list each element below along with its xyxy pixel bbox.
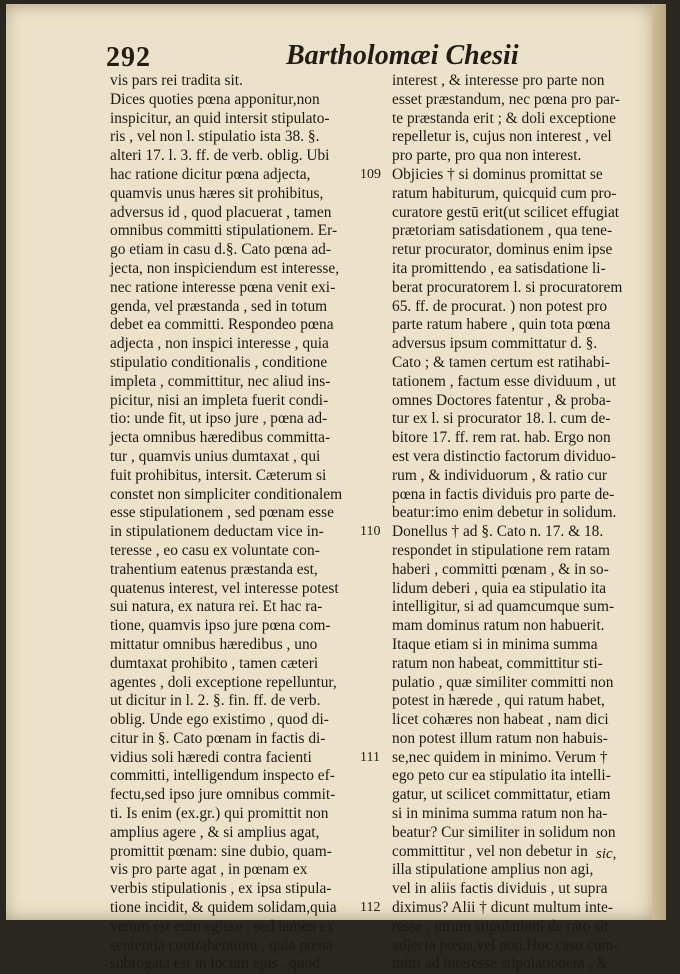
- text-line: esset præstandum, nec pœna pro par-: [392, 90, 620, 108]
- text-line: licet cohæres non habeat , nam dici: [392, 711, 609, 729]
- text-line: adjecta , non inspici interesse , quia: [110, 335, 329, 353]
- text-line: se,nec quidem in minimo. Verum †: [392, 748, 608, 766]
- text-line: beatur:imo enim debetur in solidum.: [392, 504, 617, 522]
- text-line: diximus? Alii † dicunt multum inte-: [392, 899, 614, 917]
- right-column: [392, 72, 636, 974]
- text-line: Dices quoties pœna apponitur,non: [110, 90, 320, 108]
- text-line: vidius soli hæredi contra facienti: [110, 748, 312, 766]
- text-line: go etiam in casu d.§. Cato pœna ad-: [110, 241, 331, 259]
- text-line: resse , utrum stipulationi de rato sit: [392, 917, 609, 935]
- text-line: quamvis unus hæres sit prohibitus,: [110, 184, 324, 202]
- text-line: adversus ipsum committatur d. §.: [392, 335, 598, 353]
- text-line: intelligitur, si ad quamcumque sum-: [392, 598, 615, 616]
- text-line: 65. ff. de procurat. ) non potest pro: [392, 297, 608, 315]
- text-line: ti. Is enim (ex.gr.) qui promittit non: [110, 805, 329, 823]
- text-line: haberi , committi pœnam , & in so-: [392, 560, 609, 578]
- text-line: sui natura, ex natura rei. Et hac ra-: [110, 598, 323, 616]
- text-line: tur ex l. si procurator 18. l. cum de-: [392, 410, 611, 428]
- margin-number: 109: [360, 167, 381, 182]
- text-line: verum est eum egisse ; sed tamen ex: [110, 917, 335, 935]
- text-line: illa stipulatione amplius non agi,: [392, 861, 594, 879]
- text-line: jecta omnibus hæredibus committa-: [110, 429, 331, 447]
- text-line: tationem , factum esse dividuum , ut: [392, 372, 616, 390]
- text-line: prætoriam satisdationem , qua tene-: [392, 222, 613, 240]
- text-line: beatur? Cur similiter in solidum non: [392, 823, 616, 841]
- text-line: committitur , vel non debetur in: [392, 842, 588, 860]
- text-line: vel in aliis factis dividuis , ut supra: [392, 880, 608, 898]
- text-line: berat procuratorem l. si procuratorem: [392, 278, 623, 296]
- text-line: pœna in factis dividuis pro parte de-: [392, 485, 615, 503]
- text-line: mittatur omnibus hæredibus , uno: [110, 635, 318, 653]
- catchword: sic,: [596, 846, 617, 862]
- text-line: fectu,sed ipso jure omnibus commit-: [110, 786, 336, 804]
- text-line: tione incidit, & quidem solidam,quia: [110, 899, 337, 917]
- text-line: trahentium eatenus præstanda est,: [110, 560, 318, 578]
- running-title: Bartholomæi Chesii: [286, 40, 519, 71]
- text-line: impleta , committitur, nec aliud ins-: [110, 372, 331, 390]
- text-line: est vera distinctio factorum dividuo-: [392, 447, 616, 465]
- text-line: non potest illum ratum non habuis-: [392, 729, 608, 747]
- text-line: promittit pœnam: sine dubio, quam-: [110, 842, 332, 860]
- text-line: verbis stipulationis , ex ipsa stipula-: [110, 880, 332, 898]
- text-line: Cato ; & tamen certum est ratihabi-: [392, 353, 610, 371]
- text-line: debet ea committi. Respondeo pœna: [110, 316, 334, 334]
- text-line: quatenus interest, vel interesse potest: [110, 579, 339, 597]
- text-line: omnes Doctores fatentur , & proba-: [392, 391, 611, 409]
- text-line: constet non simpliciter conditionalem: [110, 485, 343, 503]
- text-line: omnibus committi stipulationem. Er-: [110, 222, 338, 240]
- margin-number: 112: [360, 900, 381, 916]
- text-line: stipulatio conditionalis , conditione: [110, 353, 328, 371]
- text-line: mam dominus ratum non habuerit.: [392, 617, 605, 635]
- text-line: potest in hærede , qui ratum habet,: [392, 692, 605, 710]
- text-line: interest , & interesse pro parte non: [392, 72, 605, 89]
- left-column: [110, 72, 358, 974]
- text-line: si in minima summa ratum non ha-: [392, 805, 608, 823]
- text-line: in stipulationem deductam vice in-: [110, 523, 324, 541]
- text-line: agentes , doli exceptione repelluntur,: [110, 673, 337, 691]
- text-line: fuit prohibitus, intersit. Cæterum si: [110, 466, 327, 484]
- text-line: subrogata est in locum ejus , quod: [110, 955, 320, 973]
- text-line: alteri 17. l. 3. ff. de verb. oblig. Ubi: [110, 147, 330, 165]
- text-line: ut dicitur in l. 2. §. fin. ff. de verb.: [110, 692, 321, 710]
- text-line: rum , & individuorum , & ratio cur: [392, 466, 608, 484]
- text-line: dumtaxat prohibito , tamen cæteri: [110, 654, 319, 672]
- text-line: amplius agere , & si amplius agat,: [110, 823, 320, 841]
- text-line: ris , vel non l. stipulatio ista 38. §.: [110, 128, 320, 146]
- text-line: parte ratum habere , quin tota pœna: [392, 316, 611, 334]
- text-line: teresse , eo casu ex voluntate con-: [110, 541, 320, 559]
- text-line: Objicies † si dominus promittat se: [392, 165, 603, 183]
- text-line: gatur, ut scilicet committatur, etiam: [392, 786, 611, 804]
- text-line: vis pars rei tradita sit.: [110, 72, 243, 89]
- text-line: ego peto cur ea stipulatio ita intelli-: [392, 767, 611, 785]
- book-page: [6, 4, 666, 973]
- text-line: pulatio , quæ similiter committi non: [392, 673, 614, 691]
- text-line: vis pro parte agat , in pœnam ex: [110, 861, 308, 879]
- margin-number: 110: [360, 524, 381, 540]
- text-line: ratum habiturum, quicquid cum pro-: [392, 184, 617, 202]
- text-line: curatore gestū erit(ut scilicet effugiat: [392, 203, 620, 221]
- text-line: adversus id , quod placuerat , tamen: [110, 203, 332, 221]
- text-line: Donellus † ad §. Cato n. 17. & 18.: [392, 523, 604, 541]
- page-number: 292: [106, 42, 151, 73]
- text-line: bitore 17. ff. rem rat. hab. Ergo non: [392, 429, 611, 447]
- text-line: Itaque etiam si in minima summa: [392, 635, 598, 653]
- page-edge: [652, 4, 666, 920]
- text-line: oblig. Unde ego existimo , quod di-: [110, 711, 329, 729]
- text-line: te præstanda erit ; & doli exceptione: [392, 109, 616, 127]
- text-line: nec ratione interesse pœna venit exi-: [110, 278, 336, 296]
- text-line: inspicitur, an quid intersit stipulato-: [110, 109, 330, 127]
- text-line: sententia contrahentium , quia pœna: [110, 936, 333, 954]
- text-line: retur procurator, dominus enim ipse: [392, 241, 613, 259]
- text-line: lidum deberi , quia ea stipulatio ita: [392, 579, 607, 597]
- text-line: mitti ad interesse stipulationem , &: [392, 955, 609, 973]
- text-line: picitur, nisi an impleta fuerit condi-: [110, 391, 329, 409]
- text-line: ita promittendo , ea satisdatione li-: [392, 259, 606, 277]
- text-line: committi, intelligendum inspecto ef-: [110, 767, 335, 785]
- text-line: repelletur is, cujus non interest , vel: [392, 128, 612, 146]
- text-line: jecta, non inspiciendum est interesse,: [110, 259, 340, 277]
- text-line: tur , quamvis unius dumtaxat , qui: [110, 447, 321, 465]
- text-line: respondet in stipulatione rem ratam: [392, 541, 610, 559]
- margin-number: 111: [360, 749, 380, 765]
- text-line: ratum non habeat, committitur sti-: [392, 654, 603, 672]
- text-line: adjecta pœna,vel non.Hoc casu com-: [392, 936, 619, 954]
- text-line: tio: unde fit, ut ipso jure , pœna ad-: [110, 410, 328, 428]
- text-line: pro parte, pro qua non interest.: [392, 147, 582, 165]
- text-line: citur in §. Cato pœnam in factis di-: [110, 729, 326, 747]
- text-line: hac ratione dicitur pœna adjecta,: [110, 165, 311, 183]
- text-line: genda, vel præstanda , sed in totum: [110, 297, 328, 315]
- text-line: esse stipulationem , sed pœnam esse: [110, 504, 334, 522]
- text-line: tione, quamvis ipso jure pœna com-: [110, 617, 331, 635]
